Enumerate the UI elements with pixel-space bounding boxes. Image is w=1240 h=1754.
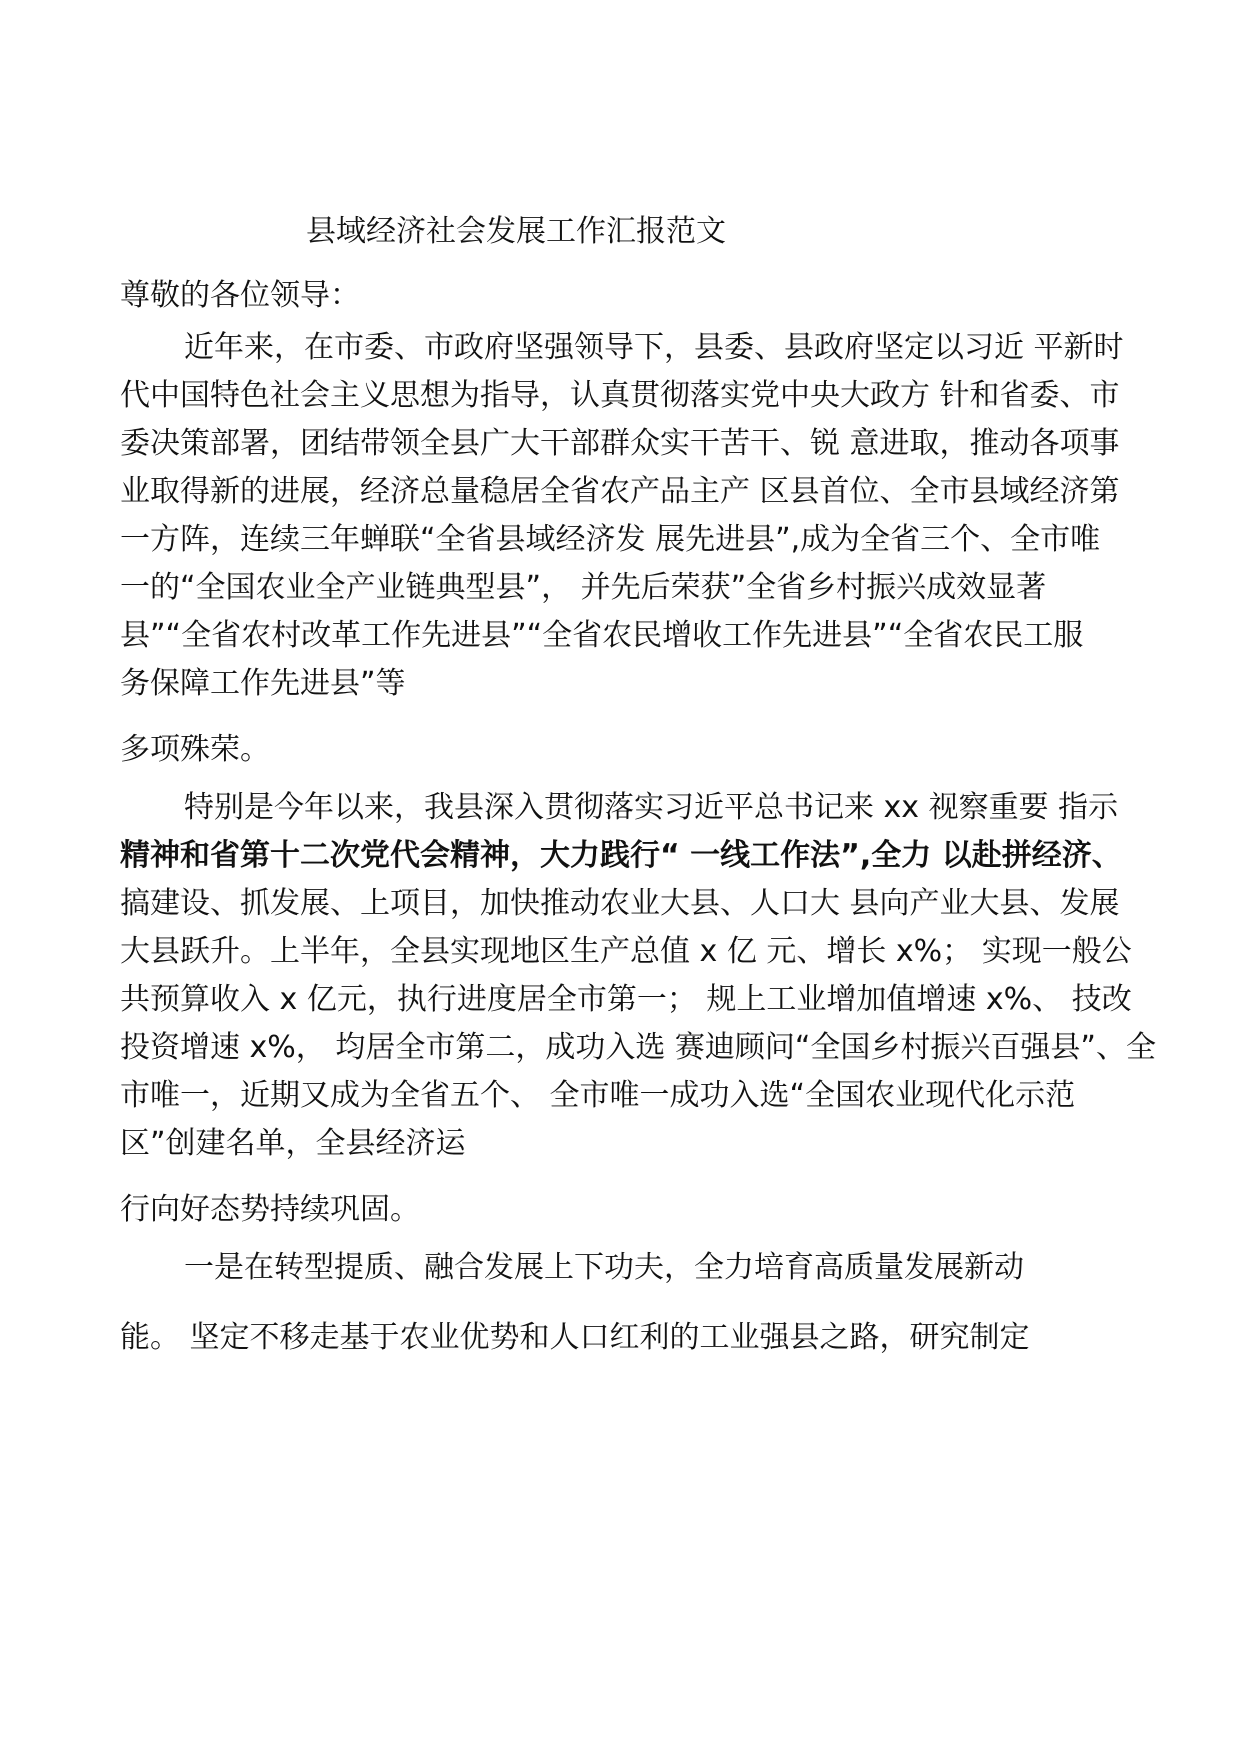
text-line: 多项殊荣。: [120, 732, 270, 767]
text-line: 近年来，在市委、市政府坚强领导下，县委、县政府坚定以习近 平新时: [184, 330, 1124, 365]
text-line: 务保障工作先进县”等: [120, 666, 406, 701]
text-line: 一的“全国农业全产业链典型县”， 并先后荣获”全省乡村振兴成效显著: [120, 570, 1047, 605]
text-line: 代中国特色社会主义思想为指导，认真贯彻落实党中央大政方 针和省委、市: [120, 378, 1120, 413]
text-line: 搞建设、抓发展、上项目，加快推动农业大县、人口大 县向产业大县、发展: [120, 886, 1120, 921]
text-line: 一是在转型提质、融合发展上下功夫，全力培育高质量发展新动: [184, 1250, 1024, 1285]
text-line: 业取得新的进展，经济总量稳居全省农产品主产 区县首位、全市县域经济第: [120, 474, 1120, 509]
text-line: 委决策部署，团结带领全县广大干部群众实干苦干、锐 意进取，推动各项事: [120, 426, 1120, 461]
text-line: 行向好态势持续巩固。: [120, 1192, 420, 1227]
salutation: 尊敬的各位领导：: [120, 278, 360, 313]
text-line: 市唯一，近期又成为全省五个、 全市唯一成功入选“全国农业现代化示范: [120, 1078, 1076, 1113]
text-line: 区”创建名单，全县经济运: [120, 1126, 466, 1161]
text-line: 能。 坚定不移走基于农业优势和人口红利的工业强县之路，研究制定: [120, 1320, 1030, 1355]
text-line: 精神和省第十二次党代会精神，大力践行“ 一线工作法”,全力 以赴拼经济、: [120, 838, 1122, 873]
text-line: 县”“全省农村改革工作先进县”“全省农民增收工作先进县”“全省农民工服: [120, 618, 1084, 653]
text-line: 共预算收入 x 亿元，执行进度居全市第一； 规上工业增加值增速 x%、 技改: [120, 982, 1132, 1017]
text-line: 投资增速 x%， 均居全市第二，成功入选 赛迪顾问“全国乡村振兴百强县”、全: [120, 1030, 1156, 1065]
document-title: 县域经济社会发展工作汇报范文: [306, 214, 726, 249]
text-line: 大县跃升。上半年，全县实现地区生产总值 x 亿 元、增长 x%； 实现一般公: [120, 934, 1132, 969]
text-line: 一方阵，连续三年蝉联“全省县域经济发 展先进县”,成为全省三个、全市唯: [120, 522, 1101, 557]
text-line: 特别是今年以来，我县深入贯彻落实习近平总书记来 xx 视察重要 指示: [184, 790, 1119, 825]
